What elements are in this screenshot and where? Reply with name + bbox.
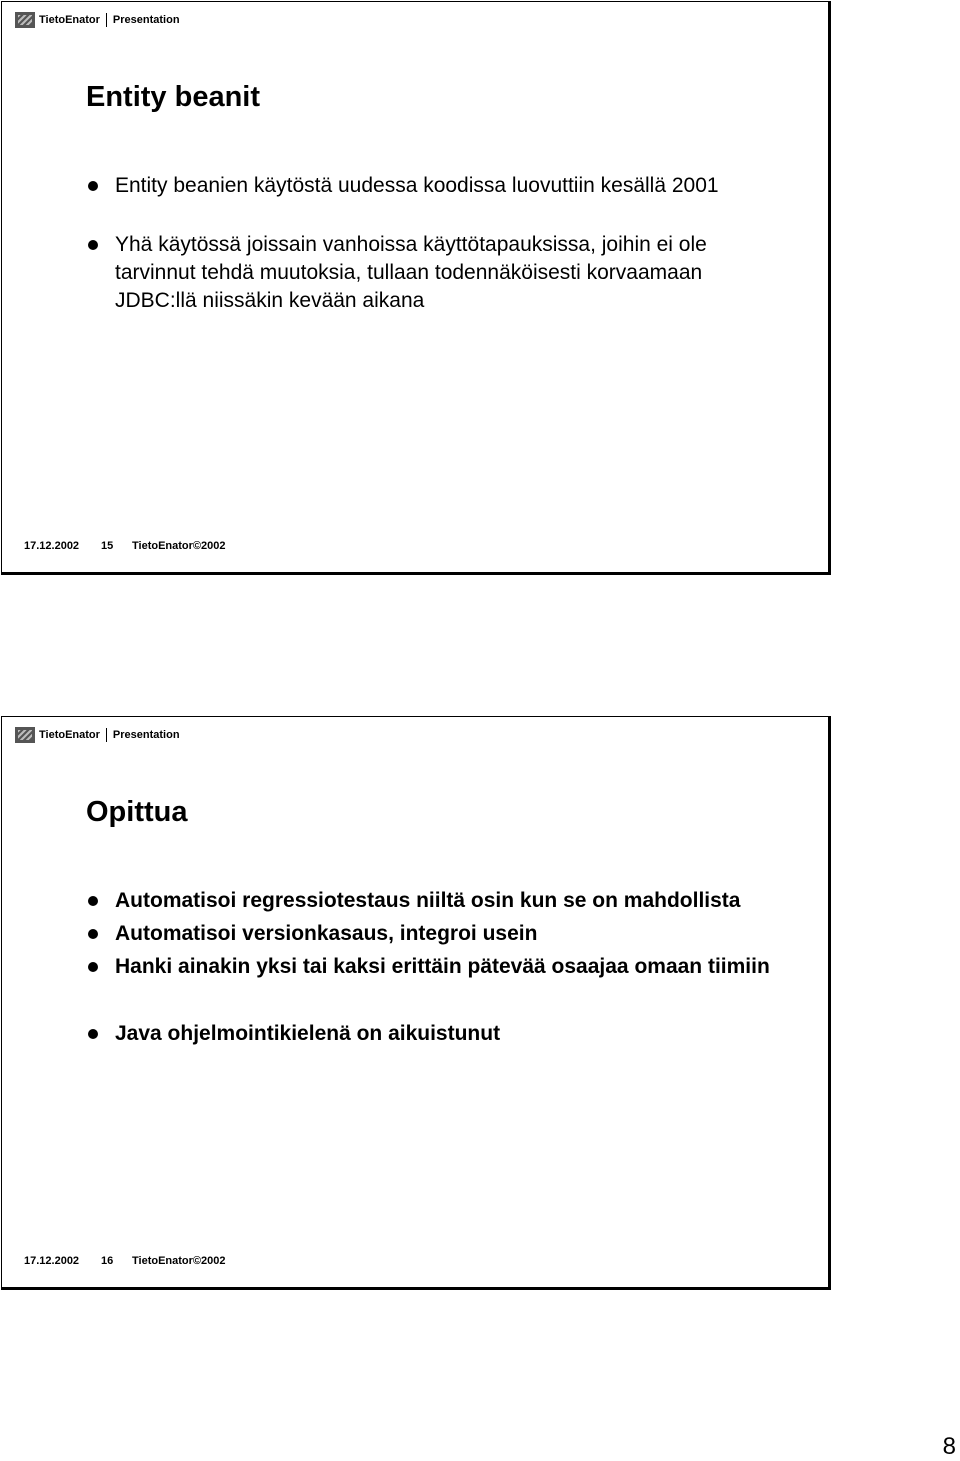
slide-title: Opittua <box>86 796 188 828</box>
slide-15 <box>1 1 831 575</box>
logo-company-name: TietoEnator <box>39 729 100 741</box>
bullet-item: Automatisoi versionkasaus, integroi usein <box>86 920 786 948</box>
bullet-item: Yhä käytössä joissain vanhoissa käyttötapauksissa, joihin ei ole tarvinnut tehdä muutoksia, tullaan todennäköisesti korvaamaan JDBC:llä niissäkin kevään aikana <box>86 231 786 315</box>
footer-copyright: TietoEnator©2002 <box>132 1255 226 1267</box>
page-number: 8 <box>942 1433 956 1460</box>
bullet-item: Hanki ainakin yksi tai kaksi erittäin pätevää osaajaa omaan tiimiin <box>86 953 786 981</box>
bullet-item: Automatisoi regressiotestaus niiltä osin kun se on mahdollista <box>86 887 786 915</box>
footer-copyright: TietoEnator©2002 <box>132 540 226 552</box>
slide-header-logo <box>15 726 180 744</box>
bullet-list <box>86 172 786 315</box>
tietoenator-logo-icon <box>15 12 35 28</box>
logo-company-name: TietoEnator <box>39 14 100 26</box>
slide-footer <box>24 540 226 552</box>
footer-date: 17.12.2002 <box>24 540 80 552</box>
logo-divider <box>106 728 107 742</box>
slide-16 <box>1 716 831 1290</box>
bullet-item: Java ohjelmointikielenä on aikuistunut <box>86 1020 786 1048</box>
slide-header-logo <box>15 11 180 29</box>
footer-date: 17.12.2002 <box>24 1255 80 1267</box>
footer-slide-number: 15 <box>101 540 114 552</box>
footer-slide-number: 16 <box>101 1255 114 1267</box>
bullet-item: Entity beanien käytöstä uudessa koodissa luovuttiin kesällä 2001 <box>86 172 786 200</box>
slide-title: Entity beanit <box>86 81 261 113</box>
logo-divider <box>106 13 107 27</box>
logo-document-type: Presentation <box>112 729 180 741</box>
logo-document-type: Presentation <box>112 14 180 26</box>
slide-footer <box>24 1255 226 1267</box>
bullet-list <box>86 887 786 1048</box>
tietoenator-logo-icon <box>15 727 35 743</box>
